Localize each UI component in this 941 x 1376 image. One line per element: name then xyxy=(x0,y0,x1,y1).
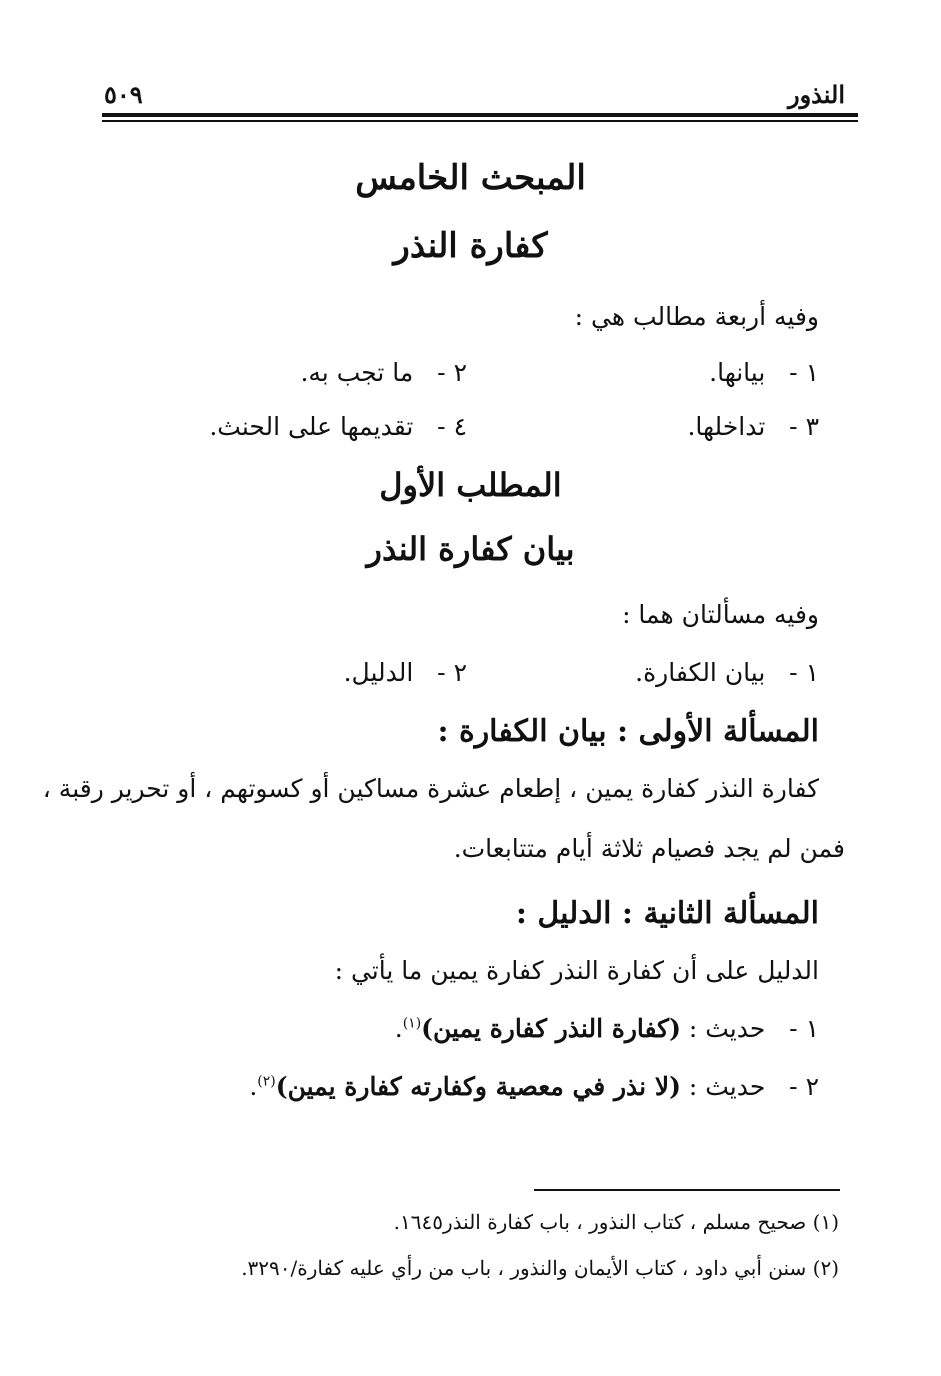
list-item-number: ٣ - xyxy=(789,412,819,441)
section-title: كفارة النذر xyxy=(393,226,548,266)
hadith-text: (لا نذر في معصية وكفارته كفارة يمين) xyxy=(275,1072,681,1101)
footnote: (١) صحيح مسلم ، كتاب النذور ، باب كفارة النذر١٦٤٥. xyxy=(393,1210,839,1234)
list-item-number: ٢ - xyxy=(437,658,467,687)
list-item xyxy=(344,658,467,687)
hadith-text: (كفارة النذر كفارة يمين) xyxy=(421,1014,681,1043)
paragraph-line: الدليل على أن كفارة النذر كفارة يمين ما يأتي : xyxy=(334,956,819,985)
list-item-text: ما تجب به. xyxy=(300,358,414,387)
list-item-number: ٢ - xyxy=(789,1072,819,1101)
page-number: ٥٠٩ xyxy=(104,80,143,109)
list-item-text: تقديمها على الحنث. xyxy=(209,412,414,441)
hadith-prefix: حديث : xyxy=(688,1014,766,1043)
list-item xyxy=(687,412,819,441)
intro-text: وفيه أربعة مطالب هي : xyxy=(574,302,819,331)
list-item xyxy=(300,358,467,387)
list-item-number: ٤ - xyxy=(437,412,467,441)
hadith-item xyxy=(249,1072,819,1101)
footnote-rule xyxy=(534,1189,840,1191)
footnote: (٢) سنن أبي داود ، كتاب الأيمان والنذور ، باب من رأي عليه كفارة/٣٢٩٠. xyxy=(241,1256,839,1280)
list-item-number: ١ - xyxy=(789,1014,819,1043)
paragraph-line: فمن لم يجد فصيام ثلاثة أيام متتابعات. xyxy=(453,834,845,863)
list-item-text: تداخلها. xyxy=(687,412,766,441)
hadith-end: . xyxy=(249,1072,258,1101)
hadith-item xyxy=(395,1014,819,1043)
list-item-text: بيانها. xyxy=(709,358,766,387)
hadith-prefix: حديث : xyxy=(688,1072,766,1101)
header-rule-thick xyxy=(102,113,858,117)
hadith-end: . xyxy=(394,1014,403,1043)
running-header-title: النذور xyxy=(788,80,845,109)
footnote-ref: (٢) xyxy=(257,1073,276,1090)
list-item-text: الدليل. xyxy=(343,658,414,687)
paragraph-line: كفارة النذر كفارة يمين ، إطعام عشرة مساكين أو كسوتهم ، أو تحرير رقبة ، xyxy=(42,774,819,803)
list-item-number: ١ - xyxy=(789,658,819,687)
masala-heading: المسألة الأولى : بيان الكفارة : xyxy=(437,714,819,749)
header-rule-thin xyxy=(102,120,858,122)
list-item-number: ٢ - xyxy=(437,358,467,387)
matlab-label: المطلب الأول xyxy=(379,466,562,504)
list-item-text: بيان الكفارة. xyxy=(635,658,766,687)
list-item-number: ١ - xyxy=(789,358,819,387)
list-item xyxy=(709,358,819,387)
list-item xyxy=(209,412,467,441)
footnote-ref: (١) xyxy=(402,1015,422,1032)
list-item xyxy=(635,658,819,687)
masala-heading: المسألة الثانية : الدليل : xyxy=(515,896,819,931)
matlab-title: بيان كفارة النذر xyxy=(366,530,575,568)
matlab-intro: وفيه مسألتان هما : xyxy=(622,600,819,629)
section-label: المبحث الخامس xyxy=(355,158,586,198)
